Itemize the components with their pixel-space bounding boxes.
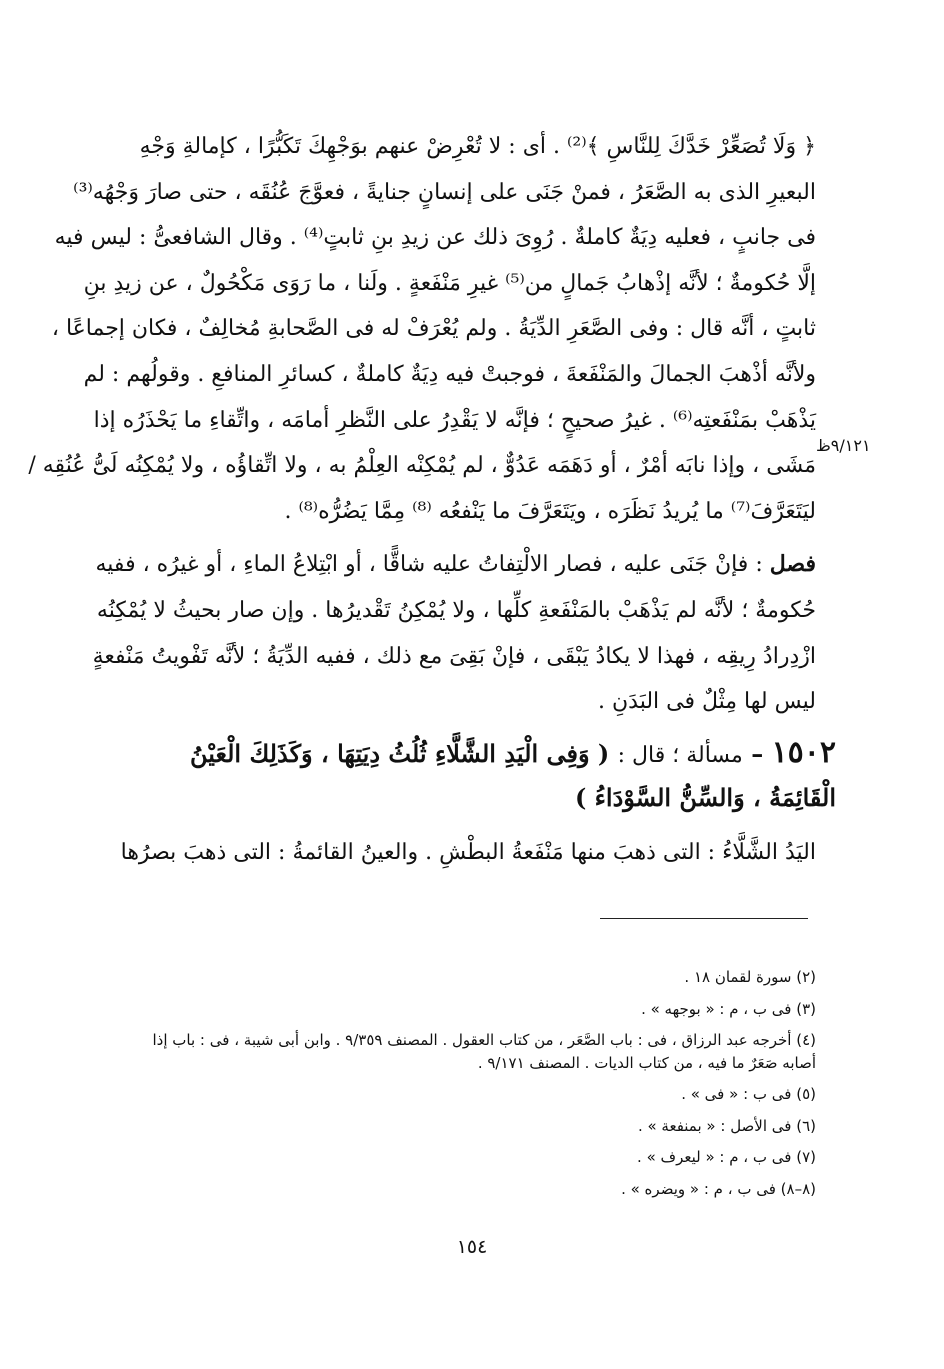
- text-line: مَشَى ، وإذا نابَه أمْرٌ ، أو دَهَمَه عَدُوٌّ ، لم يُمْكِنْه العِلْمُ به ، ولا اتِّقاؤُه ، ولا يُمْكِنُه لَىُّ عُنُقِه /: [28, 453, 816, 479]
- fasl-heading: فصل: [769, 551, 816, 578]
- masala-heading: [124, 732, 836, 819]
- fasl-first-line-text: : فإنْ جَنَى عليه ، فصار الالْتِفاتُ عليه شاقًّا ، أو ابْتِلاعُ الماءِ ، أو غيرُه ، ففيه: [95, 552, 770, 578]
- text-line: ولأنَّه أذْهبَ الجمالَ والمَنْفَعةَ ، فوجبتْ فيه دِيَةٌ كاملةٌ ، كسائرِ المنافعِ . وقولُهم : لم: [83, 361, 816, 387]
- text-line: إلَّا حُكومةٌ ؛ لأنَّه إذْهابُ جَمالٍ من⁽⁵⁾ غيرِ مَنْفَعةٍ . ولَنا ، ما رَوَى مَكْحُولٌ ، عن زيدِ بنِ: [83, 270, 816, 296]
- paragraph-fasl: [92, 542, 816, 724]
- paragraph-1: [28, 124, 816, 534]
- text-line: ثابتٍ ، أنَّه قال : وفى الصَّعَرِ الدِّيَةُ . ولم يُعْرَفْ له فى الصَّحابةِ مُخالِفٌ ، فكان إجماعًا ،: [51, 316, 816, 342]
- footnote-7: (٧) فى ب ، م : « ليعرف » .: [637, 1148, 816, 1166]
- footnote-2: (٢) سورة لقمان ١٨ .: [684, 968, 816, 986]
- footnote-separator: [600, 918, 808, 919]
- footnote-4: (٤) أخرجه عبد الرزاق ، فى : باب الصَّعَر ، من كتاب العقول . المصنف ٩/٣٥٩ . وابن أبى شيبة ، فى : باب إذا أصابه صَعَرٌ ما فيه ، من كتاب الديات . المصنف ٩/١٧١ .: [152, 1031, 816, 1072]
- text-line: اليَدُ الشَّلَّاءُ : التى ذهبَ منها مَنْفَعةُ البطْشِ . والعينُ القائمةُ : التى ذهبَ بصرُها: [120, 840, 816, 865]
- text-line: ازْدِرادُ رِيقِه ، فهذا لا يكادُ يَبْقَى ، فإنْ بَقِىَ مع ذلك ، ففيه الدِّيَةُ ؛ لأنَّه تَفْويتُ مَنْفعةٍ: [92, 643, 816, 669]
- masala-line-1: [124, 732, 836, 777]
- masala-text-1: ( وَفِى الْيَدِ الشَّلَّاءِ ثُلُثُ دِيَتِهَا ، وَكَذَلِكَ الْعَيْنُ: [190, 739, 610, 768]
- text-line: [95, 542, 816, 588]
- text-line: ليَتَعَرَّفَ⁽⁷⁾ ما يُريدُ نَظَرَه ، ويَتَعَرَّفَ ما يَنْفعُه ⁽⁸⁾ مِمَّا يَضُرُّه⁽⁸⁾ .: [284, 498, 816, 524]
- masala-label: مسألة ؛ قال :: [617, 743, 743, 768]
- page-number: ١٥٤: [456, 1236, 488, 1258]
- footnote-6: (٦) فى الأصل : « بمنفعة » .: [637, 1116, 816, 1135]
- footnote-5: (٥) فى ب : « فى » .: [681, 1085, 816, 1103]
- footnote-3: (٣) فى ب ، م : « بوجهه » .: [641, 999, 816, 1018]
- footnotes: [126, 962, 816, 1205]
- text-line: ﴿ وَلَا تُصَعِّرْ خَدَّكَ لِلنَّاسِ ﴾⁽²⁾ . أى : لا تُعْرِضْ عنهم بوَجْهِكَ تَكَبُّرًا ، كإمالةِ وَجْهِ: [139, 134, 816, 159]
- text-line: حُكومةٌ ؛ لأنَّه لم يَذْهَبْ بالمَنْفَعةِ كلِّها ، ولا يُمْكِنُ تَقْديرُها . وإن صار بحيثُ لا يُمْكِنُه: [96, 597, 816, 623]
- masala-line-2: [124, 777, 836, 819]
- masala-text-2: الْقَائِمَةُ ، وَالسِّنُّ السَّوْدَاءُ ): [574, 783, 836, 812]
- masala-dash: –: [751, 739, 764, 768]
- masala-number: ١٥٠٢: [771, 735, 836, 770]
- main-text: [28, 124, 816, 725]
- text-line: يَذْهَبْ بمَنْفَعتِه⁽⁶⁾ . غيرُ صحيحٍ ؛ فإنَّه لا يَقْدِرُ على النَّظرِ أمامَه ، واتِّقاءِ ما يَحْذَرُه إذا: [93, 407, 816, 433]
- footnote-8: (٨–٨) فى ب ، م : « ويضره » .: [621, 1179, 816, 1198]
- text-line: فى جانبٍ ، فعليه دِيَةٌ كاملةٌ . رُوِىَ ذلك عن زيدِ بنِ ثابتٍ⁽⁴⁾ . وقال الشافعىُّ : ليس فيه: [54, 225, 816, 251]
- text-line: البعيرِ الذى به الصَّعَرُ ، فمنْ جَنَى على إنسانٍ جنايةً ، فعوَّجَ عُنُقَه ، حتى صارَ وَجْهُه⁽³⁾: [73, 179, 816, 205]
- text-line: ليس لها مِثْلٌ فى البَدَنِ .: [598, 689, 816, 715]
- commentary-text: [120, 830, 816, 875]
- paragraph-gap: [126, 534, 816, 542]
- margin-folio-note: ٩/١٢١ظ: [816, 436, 871, 455]
